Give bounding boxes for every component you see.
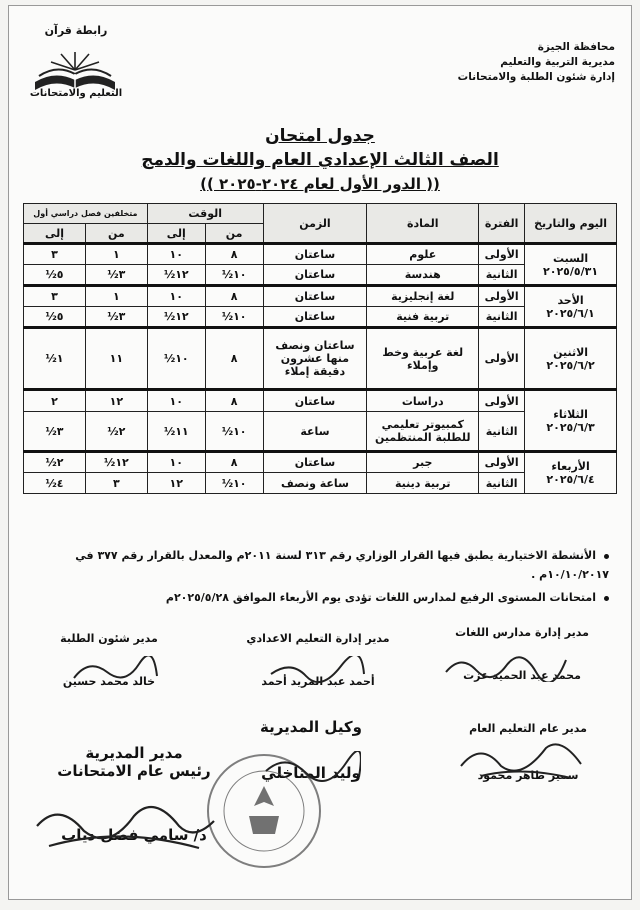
subject-cell: تربية فنية — [367, 307, 479, 328]
table-row — [24, 328, 617, 390]
signature-title: مدير إدارة التعليم الاعدادي — [246, 632, 390, 645]
signature-title-secondary: رئيس عام الامتحانات — [57, 762, 211, 780]
time-to-cell: ١٠ — [147, 286, 205, 307]
time-from-cell: ١٠½ — [205, 307, 263, 328]
duration-cell: ساعتان — [263, 452, 367, 473]
signature-title: وكيل المديرية — [260, 718, 362, 736]
special-from-cell: ١٢ — [85, 390, 147, 412]
table-row — [24, 452, 617, 473]
special-to-cell: ٣ — [24, 244, 86, 265]
day-date: ٢٠٢٥/٦/٤ — [546, 473, 595, 486]
issuer-header — [425, 40, 615, 85]
day-name: الاثنين — [553, 345, 589, 359]
header-time: الوقت — [147, 204, 263, 224]
special-to-cell: ٢ — [24, 390, 86, 412]
signature-scribble-icon — [261, 751, 361, 785]
period-cell: الثانية — [479, 412, 525, 452]
header-line-department: إدارة شئون الطلبة والامتحانات — [457, 71, 615, 83]
document-titles — [9, 124, 631, 196]
time-from-cell: ١٠½ — [205, 412, 263, 452]
period-cell: الثانية — [479, 473, 525, 494]
header-line-governorate: محافظة الجيزة — [537, 41, 615, 53]
duration-cell: ساعة — [263, 412, 367, 452]
signature-name: أحمد عبد المريد أحمد — [261, 675, 375, 688]
duration-cell: ساعتان ونصف منها عشرون دقيقة إملاء — [263, 328, 367, 390]
period-cell: الأولى — [479, 390, 525, 412]
time-to-cell: ١٢½ — [147, 307, 205, 328]
special-from-cell: ٢½ — [85, 412, 147, 452]
special-to-cell: ٥½ — [24, 307, 86, 328]
duration-cell: ساعتان — [263, 286, 367, 307]
time-from-cell: ٨ — [205, 244, 263, 265]
header-subject: المادة — [367, 204, 479, 244]
signature-name: خالد محمد حسين — [62, 675, 156, 688]
special-to-cell: ٢½ — [24, 452, 86, 473]
subject-cell: تربية دينية — [367, 473, 479, 494]
day-cell — [525, 286, 617, 328]
time-from-cell: ١٠½ — [205, 265, 263, 286]
header-period: الفترة — [479, 204, 525, 244]
time-to-cell: ١١½ — [147, 412, 205, 452]
special-to-cell: ٤½ — [24, 473, 86, 494]
time-from-cell: ١٠½ — [205, 473, 263, 494]
day-date: ٢٠٢٥/٦/٣ — [546, 420, 595, 434]
header-time-from: من — [205, 224, 263, 244]
exam-schedule-table — [23, 203, 617, 494]
period-cell: الثانية — [479, 265, 525, 286]
subject-cell: دراسات — [367, 390, 479, 412]
period-cell: الثانية — [479, 307, 525, 328]
subject-cell: لغة عربية وخط وإملاء — [367, 328, 479, 390]
header-special-group: متخلفين فصل دراسي أول — [24, 204, 148, 224]
time-to-cell: ١٠½ — [147, 328, 205, 390]
exam-schedule-document — [8, 5, 632, 900]
signature-scribble-icon — [451, 736, 591, 786]
subject-cell: لغة إنجليزية — [367, 286, 479, 307]
day-name: الأربعاء — [551, 460, 590, 473]
logo-caption: التعليم والامتحانات — [29, 88, 123, 99]
notes-section — [49, 546, 609, 607]
period-cell: الأولى — [479, 244, 525, 265]
day-cell — [525, 452, 617, 494]
note-text: امتحانات المستوى الرفيع لمدارس اللغات تؤدى يوم الأربعاء الموافق ٢٠٢٥/٥/٢٨م — [165, 591, 596, 604]
special-to-cell: ٣½ — [24, 412, 86, 452]
title-line-2: الصف الثالث الإعدادي العام واللغات والدمج — [141, 150, 499, 170]
day-date: ٢٠٢٥/٥/٣١ — [543, 264, 599, 278]
header-special-to: إلى — [24, 224, 86, 244]
bullet-icon — [604, 554, 609, 559]
special-from-cell: ١ — [85, 286, 147, 307]
duration-cell: ساعة ونصف — [263, 473, 367, 494]
header-special-from: من — [85, 224, 147, 244]
note-item — [49, 546, 609, 584]
table-row — [24, 286, 617, 307]
signature-name: وليد المناخلي — [261, 764, 361, 782]
duration-cell: ساعتان — [263, 244, 367, 265]
duration-cell: ساعتان — [263, 265, 367, 286]
day-name: السبت — [552, 251, 589, 265]
signature-scribble-icon — [266, 656, 366, 684]
day-date: ٢٠٢٥/٦/٢ — [546, 358, 595, 372]
title-line-3: (( الدور الأول لعام ٢٠٢٤-٢٠٢٥ )) — [200, 175, 440, 193]
signature-name: سمير طاهر محمود — [477, 769, 579, 782]
special-to-cell: ٥½ — [24, 265, 86, 286]
time-to-cell: ١٢ — [147, 473, 205, 494]
title-line-1: جدول امتحان — [265, 126, 375, 146]
day-cell — [525, 328, 617, 390]
subject-cell: هندسة — [367, 265, 479, 286]
special-from-cell: ١٢½ — [85, 452, 147, 473]
header-duration: الزمن — [263, 204, 367, 244]
special-from-cell: ١ — [85, 244, 147, 265]
special-from-cell: ١١ — [85, 328, 147, 390]
special-from-cell: ٣ — [85, 473, 147, 494]
signature-scribble-icon — [29, 796, 219, 856]
day-name: الثلاثاء — [553, 407, 588, 421]
signature-title: مدير عام التعليم العام — [469, 722, 587, 735]
signature-name: محمد عبد الحميد عزت — [463, 669, 581, 682]
note-text: الأنشطة الاختيارية يطبق فيها القرار الوزاري رقم ٣١٣ لسنة ٢٠١١م والمعدل بالقرار رقم ٣٧٧ في ١٠/١٠/٢٠١٧م . — [75, 549, 609, 581]
time-from-cell: ٨ — [205, 286, 263, 307]
duration-cell: ساعتان — [263, 307, 367, 328]
period-cell: الأولى — [479, 328, 525, 390]
signature-title: مدير المديرية — [85, 744, 183, 762]
signature-scribble-icon — [69, 656, 159, 684]
signature-title: مدير شئون الطلبة — [60, 632, 158, 645]
special-to-cell: ٣ — [24, 286, 86, 307]
table-row — [24, 390, 617, 412]
subject-cell: كمبيوتر تعليمي للطلبة المنتظمين — [367, 412, 479, 452]
time-to-cell: ١٢½ — [147, 265, 205, 286]
time-to-cell: ١٠ — [147, 452, 205, 473]
header-line-directorate: مديرية التربية والتعليم — [500, 56, 615, 68]
note-item — [49, 588, 609, 607]
duration-cell: ساعتان — [263, 390, 367, 412]
special-from-cell: ٣½ — [85, 265, 147, 286]
header-day-date: اليوم والتاريخ — [525, 204, 617, 244]
time-from-cell: ٨ — [205, 452, 263, 473]
signature-scribble-icon — [441, 652, 571, 682]
day-cell — [525, 390, 617, 452]
subject-cell: علوم — [367, 244, 479, 265]
header-time-to: إلى — [147, 224, 205, 244]
time-to-cell: ١٠ — [147, 390, 205, 412]
table-row — [24, 244, 617, 265]
subject-cell: جبر — [367, 452, 479, 473]
day-date: ٢٠٢٥/٦/١ — [546, 306, 595, 320]
time-from-cell: ٨ — [205, 390, 263, 412]
day-name: الأحد — [557, 293, 584, 307]
special-to-cell: ١½ — [24, 328, 86, 390]
bullet-icon — [604, 596, 609, 601]
signature-title: مدير إدارة مدارس اللغات — [455, 626, 589, 639]
logo-top-text: رابطة قرآن — [44, 24, 108, 37]
period-cell: الأولى — [479, 286, 525, 307]
time-to-cell: ١٠ — [147, 244, 205, 265]
special-from-cell: ٣½ — [85, 307, 147, 328]
period-cell: الأولى — [479, 452, 525, 473]
day-cell — [525, 244, 617, 286]
signature-name: د/ سامي فضل دياب — [61, 826, 207, 844]
time-from-cell: ٨ — [205, 328, 263, 390]
